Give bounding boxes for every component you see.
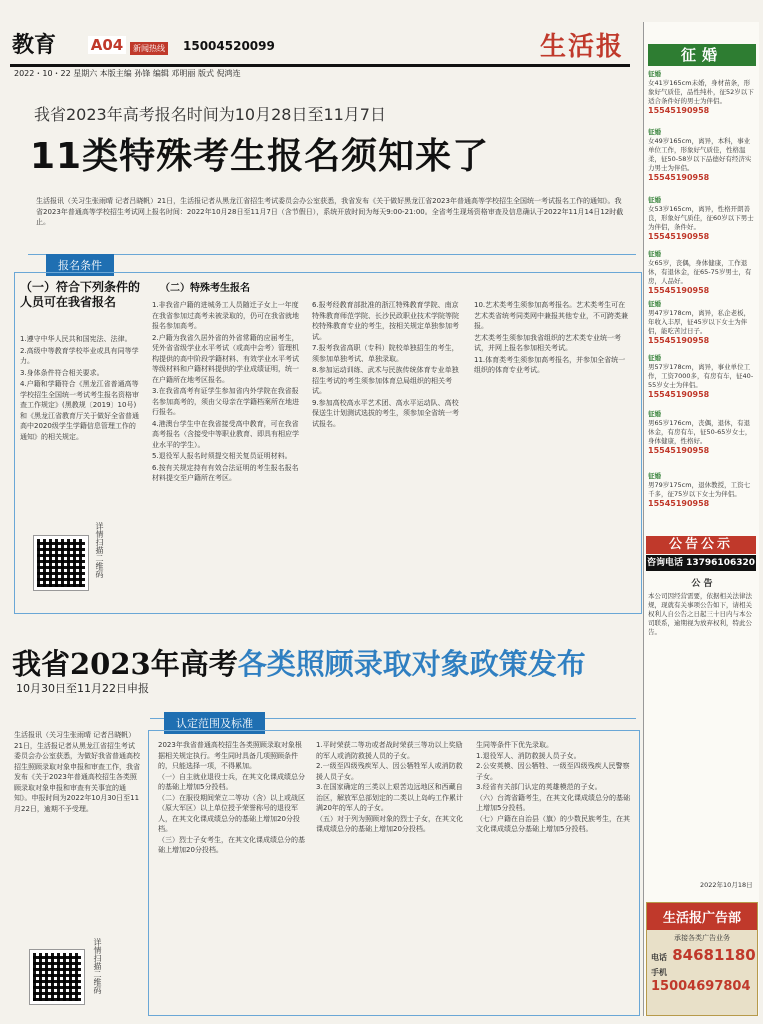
list-item: 8.参加运动训练、武术与民族传统体育专业单独招生考试的考生须参加体育总局组织的相关考试。 — [312, 366, 459, 395]
notice-body: 本公司因经营需要，依据相关法律法规，现就有关事项公告如下，请相关权利人自公告之日起三十日内与本公司联系，逾期视为放弃权利，特此公告。 — [648, 592, 752, 636]
page-number: A04 — [88, 36, 126, 54]
hotline-label: 新闻热线 — [130, 42, 168, 55]
article2-title-black: 我省2023年高考 — [12, 647, 238, 681]
list-item: 5.退役军人报名时须提交相关复员证明材料。 — [152, 452, 292, 460]
article2-col-c: 生同等条件下优先录取。 1.退役军人、消防救援人员子女。 2.公安英模、因公牺牲、一级至四级残疾人民警察子女。 3.经省有关部门认定的英雄模范的子女。 （六）台湾省籍考生，在其文化课成绩总分的基础上增加5分投档。 （七）户籍在自治县（旗）的少数民族考生，在其文化课成绩总分基础上增加5分投档。 — [476, 741, 630, 833]
item-phone: 15545190958 — [648, 286, 710, 295]
item-phone: 15545190958 — [648, 499, 710, 508]
marriage-header: 征婚 — [648, 44, 756, 66]
ad-phone1: 84681180 — [672, 946, 756, 964]
header-rule — [10, 64, 630, 67]
list-item: 10.艺术类考生须参加高考报名。艺术类考生可在艺术类省统考同类网中兼报其他专业，不可跨类兼报。 — [474, 301, 628, 330]
list-item — [648, 472, 756, 508]
list-item: 2.户籍为我省久居外省的外省常籍的应届考生，凭外省省级学业水平考试（或高中会考）管理机构提供的高中阶段学籍材料、有效学业水平考试等级材料和户籍材料提供的学业成绩证明，统一在户籍所在地考区报名。 — [152, 333, 299, 384]
list-item: 艺术类考生须参加我省组织的艺术类专业统一考试，并网上报名参加相关考试。 — [474, 333, 621, 352]
col2-list — [152, 300, 302, 485]
brand-logo: 生活报 — [540, 32, 625, 62]
list-item — [648, 300, 756, 345]
list-item — [648, 410, 756, 455]
divider — [28, 254, 636, 255]
item-phone: 15545190958 — [648, 390, 710, 399]
item-phone: 15545190958 — [648, 232, 710, 241]
article2-col-b: 1.平时荣获二等功或者战时荣获三等功以上奖励的军人或消防救援人员的子女。 2.一级至四级残疾军人、因公牺牲军人或消防救援人员子女。 3.在国家确定的三类以上艰苦边远地区和西藏自治区，解放军总部划定的二类以上岛屿工作累计满20年的军人的子女。 （五）对于列为照顾对象的烈士子女，在其文化课成绩总分的基础上增加20分投档。 — [316, 741, 463, 833]
list-item: 4.港澳台学生中在我省接受高中教育，可在我省高考报名（含接受中等职业教育、即具有相应学业水平的学生）。 — [152, 419, 299, 449]
list-item: 4.户籍和学籍符合《黑龙江省普通高等学校招生全国统一考试考生报名资格审查工作规定》(黑教规〔2019〕10号)和《黑龙江省教育厅关于做好全省普通高中2020级学生学籍信息管理工作的通知》的相关规定。 — [20, 380, 139, 441]
item-tag: 征婚 — [648, 70, 661, 78]
col2-heading: （二）特殊考生报名 — [160, 283, 250, 294]
ad-phone1-label: 电话 — [651, 953, 667, 962]
list-item — [648, 70, 756, 115]
article1-kicker: 我省2023年高考报名时间为10月28日至11月7日 — [34, 105, 386, 124]
article2-section-label: 认定范围及标准 — [164, 712, 265, 734]
list-item — [648, 250, 756, 295]
qr-label: 详情扫描二维码 — [93, 938, 102, 994]
item-text: 女41岁165cm未婚，身材苗条，形象好气质佳，品性纯朴，征52岁以下适合条件好的男士为伴侣。 — [648, 79, 754, 105]
notice-title: 公 告 — [691, 579, 713, 589]
item-text: 男57岁178cm，离异，事业单位工作，工资7000多，有房有车，征40-55岁女士为伴侣。 — [648, 363, 754, 389]
list-item: 1.遵守中华人民共和国宪法、法律。 — [20, 335, 132, 343]
article2-title — [12, 642, 586, 683]
item-tag: 征婚 — [648, 250, 661, 258]
item-tag: 征婚 — [648, 196, 661, 204]
list-item — [648, 196, 756, 241]
qr-code — [34, 536, 88, 590]
list-item: 11.体育类考生须参加高考报名，并参加全省统一组织的体育专业考试。 — [474, 355, 626, 374]
col1-heading: （一）符合下列条件的人员可在我省报名 — [20, 280, 141, 309]
item-text: 女53岁165cm，离异，性格开朗善良，形象好气质佳，征60岁以下男士为伴侣，条件好。 — [648, 205, 754, 231]
list-item: 6.报考经教育部批准的浙江特殊教育学院、南京特殊教育师范学院、长沙民政职业技术学院等院校特殊教育专业的考生，按相关规定单独参加考试。 — [312, 301, 459, 341]
qr-label: 详情扫描二维码 — [95, 522, 104, 578]
ad-phone-row — [647, 946, 757, 964]
hotline-number: 15004520099 — [183, 39, 275, 53]
col1-list — [20, 334, 140, 443]
qr-code — [30, 950, 84, 1004]
notice-header: 公告公示 — [646, 536, 756, 554]
list-item: 1.非我省户籍的进城务工人员随迁子女上一年度在我省参加过高考未被录取的，仍可在我省就地报名参加高考。 — [152, 301, 299, 330]
list-item — [648, 354, 756, 399]
item-tag: 征婚 — [648, 300, 661, 308]
item-tag: 征婚 — [648, 472, 661, 480]
item-phone: 15545190958 — [648, 106, 710, 115]
advertisement — [646, 902, 758, 1016]
item-text: 女65岁，丧偶，身体健康，工作退休，有退休金，征65-75岁男士，有房，人品好。 — [648, 259, 752, 285]
item-phone: 15545190958 — [648, 173, 710, 182]
ad-phone2: 15004697804 — [651, 979, 751, 994]
col3-list — [312, 300, 462, 430]
item-text: 女49岁165cm，离异，本科，事业单位工作，形象好气质佳，性格温柔，征50-58岁以下品德好有经济实力男士为伴侣。 — [648, 137, 752, 172]
col4-list — [474, 300, 630, 377]
item-text: 男47岁178cm，离异，私企老板，年收入丰厚，征45岁以下女士为伴侣，能吃苦过日子。 — [648, 309, 751, 335]
item-text: 男79岁175cm，退休教授，工资七千多，征75岁以下女士为伴侣。 — [648, 481, 751, 498]
article1-lead: 生活报讯（关习生张雨晴 记者吕晓帆）21日，生活报记者从黑龙江省招生考试委员会办公室获悉，我省发布《关于做好黑龙江省2023年普通高等学校招生全国统一考试报名工作的通知》。我省2023年普通高等学校招生考试网上报名时间：2022年10月28日至11月7日（含节假日），系统开放时间为每天9:00-21:00。全省考生现场资格审查及信息确认于2022年11月14日12时截止。 — [36, 197, 624, 226]
item-tag: 征婚 — [648, 410, 661, 418]
ad-phone2-label: 手机 — [651, 968, 667, 977]
item-phone: 15545190958 — [648, 446, 710, 455]
list-item: 2.高级中等教育学校毕业或具有同等学力。 — [20, 346, 139, 365]
list-item: 7.报考我省高职（专科）院校单独招生的考生，须参加单独考试、单独录取。 — [312, 344, 459, 363]
article1-section-label: 报名条件 — [46, 254, 114, 276]
item-tag: 征婚 — [648, 128, 661, 136]
list-item: 9.参加高校高水平艺术团、高水平运动队、高校保送生计划测试选拔的考生，须参加全省统一考试报名。 — [312, 398, 459, 428]
article1-title: 11类特殊考生报名须知来了 — [30, 136, 490, 177]
notice-date: 2022年10月18日 — [700, 881, 753, 889]
ad-phone-row — [647, 964, 757, 994]
article2-subtitle: 10月30日至11月22日申报 — [16, 682, 149, 695]
item-phone: 15545190958 — [648, 336, 710, 345]
section-title: 教育 — [12, 33, 57, 58]
list-item: 6.按有关规定持有有效合法证明的考生报名报名材料提交至户籍所在考区。 — [152, 463, 299, 482]
article2-title-blue: 各类照顾录取对象政策发布 — [237, 647, 586, 681]
article2-col-a: 2023年我省普通高校招生各类照顾录取对象根据相关规定执行。考生同时具备几项照顾条件的，只能选择一项，不得累加。 （一）自主就业退役士兵，在其文化课成绩总分的基础上增加5分投档。 （二）在服役期间荣立二等功（含）以上或战区（原大军区）以上单位授予荣誉称号的退役军人，在其文化课成绩总分的基础上增加20分投档。 （三）烈士子女考生，在其文化课成绩总分的基础上增加20分投档。 — [158, 741, 305, 854]
article2-lead: 生活报讯（关习生张雨晴 记者吕晓帆）21日，生活报记者从黑龙江省招生考试委员会办公室获悉，为做好我省普通高校招生照顾录取对象申报和审查工作，我省发布《关于2023年普通高校招生各类照顾录取对象申报和审查有关事宜的通知》。申报时间为2022年10月30日至11月22日，逾期不予受理。 — [14, 731, 140, 813]
item-tag: 征婚 — [648, 354, 661, 362]
item-text: 男65岁176cm，丧偶，退休，有退休金，有房有车，征50-65岁女士，身体健康，性格好。 — [648, 419, 752, 445]
ad-title: 生活报广告部 — [647, 903, 757, 930]
list-item: 3.身体条件符合相关要求。 — [20, 368, 104, 377]
list-item: 3.在我省高考有证学生参加省内外学院在我省报名参加高考的，须由父母亲在学籍档案所在地进行报名。 — [152, 387, 299, 416]
notice-phone: 咨询电话 13796106320 — [646, 555, 756, 571]
list-item — [648, 128, 756, 182]
date-line: 2022・10・22 星期六 本版主编 孙锋 编辑 邓明丽 版式 倪鸿连 — [14, 69, 241, 78]
ad-line: 承接各类广告业务 — [674, 934, 730, 942]
